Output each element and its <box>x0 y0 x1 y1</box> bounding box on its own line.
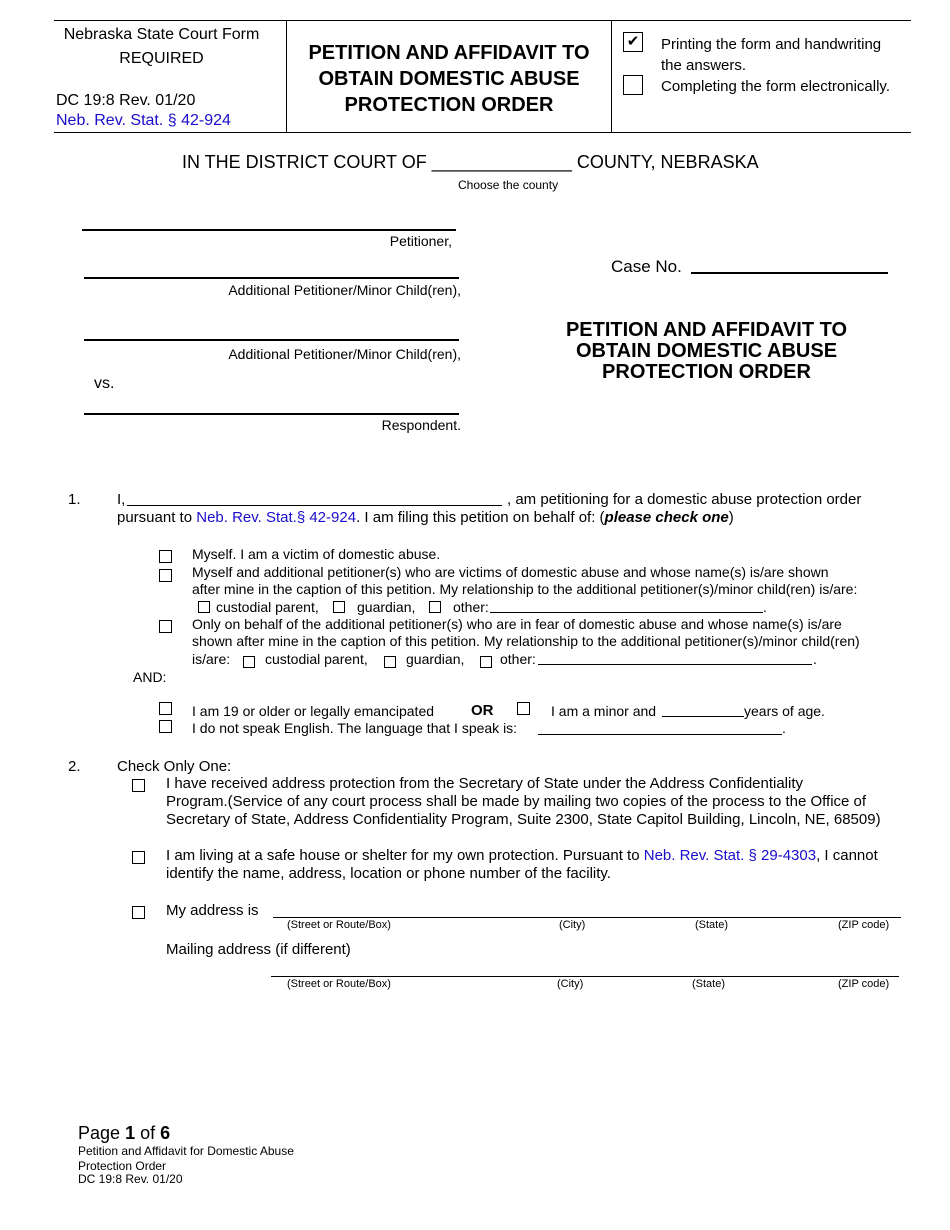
header-title-line1: PETITION AND AFFIDAVIT TO <box>308 42 590 64</box>
header-title <box>290 40 608 118</box>
my-address-label: My address is <box>166 902 259 919</box>
minor-label: I am a minor and <box>551 703 657 719</box>
respondent-label: Respondent. <box>381 417 461 433</box>
section1-emphasis: please check one <box>604 509 729 526</box>
acp-line1: I have received address protection from the Secretary of State under the Address Confidentiality <box>166 775 804 792</box>
state-label: (State) <box>695 919 729 931</box>
opt-myself-checkbox[interactable] <box>159 550 172 563</box>
custodial-parent-label-2: custodial parent, <box>265 651 368 667</box>
caption-title-line3: PROTECTION ORDER <box>602 361 811 383</box>
shelter-statute-link[interactable]: Neb. Rev. Stat. § 29-4303 <box>643 847 817 864</box>
header-title-line2: OBTAIN DOMESTIC ABUSE <box>318 68 580 90</box>
street-label-2: (Street or Route/Box) <box>287 978 391 990</box>
opt-behalf-checkbox[interactable] <box>159 620 172 633</box>
guardian-checkbox-1[interactable] <box>333 601 345 613</box>
petitioner-label: Petitioner, <box>389 233 452 249</box>
header-top-border <box>54 20 911 21</box>
section1-number: 1. <box>68 491 81 508</box>
address-checkbox[interactable] <box>132 906 145 919</box>
section1-statute-link[interactable]: Neb. Rev. Stat.§ 42-924 <box>196 509 357 526</box>
print-option-label-1: Printing the form and handwriting <box>661 36 882 53</box>
opt-behalf-line1: Only on behalf of the additional petitioner(s) who are in fear of domestic abuse and whose name(s) is/are <box>192 616 842 632</box>
custodial-parent-label-1: custodial parent, <box>216 599 319 615</box>
minor-checkbox[interactable] <box>517 702 530 715</box>
mailing-label: Mailing address (if different) <box>166 941 351 958</box>
opt-myself-and-checkbox[interactable] <box>159 569 172 582</box>
guardian-checkbox-2[interactable] <box>384 656 396 668</box>
language-label: I do not speak English. The language that I speak is: <box>192 720 518 736</box>
state-label-2: (State) <box>692 978 726 990</box>
electronic-option-checkbox[interactable] <box>623 75 643 95</box>
section1-text-b-end: . I am filing this petition on behalf of: ( <box>356 509 605 526</box>
period-1: . <box>763 599 767 615</box>
city-label-2: (City) <box>557 978 584 990</box>
opt-behalf-line2: shown after mine in the caption of this petition. My relationship to the additional petitioner(s)/minor child(ren) <box>192 633 860 649</box>
other-label-1: other: <box>453 599 489 615</box>
footer-line1: Petition and Affidavit for Domestic Abuse <box>78 1144 294 1158</box>
page-number: 1 <box>125 1123 136 1143</box>
petitioner-line[interactable] <box>82 229 456 231</box>
section1-i-prefix: I, <box>117 491 126 508</box>
section1-text-b <box>117 509 734 527</box>
footer-line3: DC 19:8 Rev. 01/20 <box>78 1172 183 1186</box>
required-label: REQUIRED <box>119 50 204 67</box>
acp-line3: Secretary of State, Address Confidentiality Program, Suite 2300, State Capitol Building, Lincoln, NE, 68509) <box>166 811 881 828</box>
county-hint: Choose the county <box>458 178 559 192</box>
years-label: years of age. <box>744 703 825 719</box>
court-line <box>182 151 759 173</box>
shelter-line2: identify the name, address, location or phone number of the facility. <box>166 865 611 882</box>
header-title-line3: PROTECTION ORDER <box>344 94 554 116</box>
guardian-label-2: guardian, <box>406 651 465 667</box>
footer-line2: Protection Order <box>78 1159 167 1173</box>
court-suffix: COUNTY, NEBRASKA <box>576 152 759 172</box>
or-label: OR <box>471 702 494 719</box>
vs-label: vs. <box>94 375 115 392</box>
respondent-line[interactable] <box>84 413 459 415</box>
header-divider-1 <box>286 20 287 133</box>
header-bottom-border <box>54 132 911 133</box>
custodial-parent-checkbox-2[interactable] <box>243 656 255 668</box>
other-checkbox-1[interactable] <box>429 601 441 613</box>
section2-number: 2. <box>68 758 81 775</box>
statute-link[interactable]: Neb. Rev. Stat. § 42-924 <box>56 112 231 129</box>
print-option-label-2: the answers. <box>661 57 747 74</box>
caption-title <box>534 320 879 383</box>
additional-petitioner-line-2[interactable] <box>84 339 459 341</box>
isare-label: is/are: <box>192 651 231 667</box>
language-field[interactable] <box>538 734 782 735</box>
page-total: 6 <box>160 1123 171 1143</box>
city-label: (City) <box>559 919 586 931</box>
case-no-label: Case No. <box>611 257 682 276</box>
address-field[interactable] <box>273 917 901 918</box>
county-field[interactable]: ______________ <box>431 152 572 172</box>
period-2: . <box>813 651 817 667</box>
section2-heading: Check Only One: <box>117 758 232 775</box>
period-3: . <box>782 720 786 736</box>
opt-myself-and-line2: after mine in the caption of this petition. My relationship to the additional petitioner(s)/minor child(ren) is/are: <box>192 581 858 597</box>
petitioner-name-field[interactable] <box>127 505 502 506</box>
of-word: of <box>140 1123 156 1143</box>
electronic-option-label: Completing the form electronically. <box>661 78 890 95</box>
age-field[interactable] <box>662 716 744 717</box>
shelter-text-end: , I cannot <box>816 847 878 864</box>
language-checkbox[interactable] <box>159 720 172 733</box>
header-divider-2 <box>611 20 612 133</box>
section1-close-paren: ) <box>728 509 734 526</box>
zip-label: (ZIP code) <box>838 919 890 931</box>
section1-text-b-start: pursuant to <box>117 509 193 526</box>
section1-text-a: , am petitioning for a domestic abuse protection order <box>507 491 862 508</box>
opt-myself-label: Myself. I am a victim of domestic abuse. <box>192 546 441 562</box>
additional-petitioner-line-1[interactable] <box>84 277 459 279</box>
caption-title-line2: OBTAIN DOMESTIC ABUSE <box>575 340 838 362</box>
age19-label: I am 19 or older or legally emancipated <box>192 703 435 719</box>
page-word: Page <box>78 1123 121 1143</box>
form-name: Nebraska State Court Form <box>63 26 260 43</box>
shelter-checkbox[interactable] <box>132 851 145 864</box>
other-field-1[interactable] <box>490 612 763 613</box>
page-indicator <box>78 1123 170 1143</box>
court-prefix: IN THE DISTRICT COURT OF <box>182 152 427 172</box>
additional-petitioner-label-1: Additional Petitioner/Minor Child(ren), <box>228 282 461 298</box>
street-label: (Street or Route/Box) <box>287 919 391 931</box>
shelter-text-start: I am living at a safe house or shelter for my own protection. Pursuant to <box>166 847 640 864</box>
shelter-line1 <box>166 847 878 865</box>
guardian-label-1: guardian, <box>357 599 416 615</box>
additional-petitioner-label-2: Additional Petitioner/Minor Child(ren), <box>228 346 461 362</box>
age19-checkbox[interactable] <box>159 702 172 715</box>
custodial-parent-checkbox-1[interactable] <box>198 601 210 613</box>
zip-label-2: (ZIP code) <box>838 978 890 990</box>
other-checkbox-2[interactable] <box>480 656 492 668</box>
acp-line2: Program.(Service of any court process shall be made by mailing two copies of the process to the Office of <box>166 793 867 810</box>
caption-title-line1: PETITION AND AFFIDAVIT TO <box>565 319 848 341</box>
case-no-field[interactable] <box>691 272 888 274</box>
print-option-checkbox[interactable]: ✔ <box>623 32 643 52</box>
mailing-address-field[interactable] <box>271 976 899 977</box>
and-label: AND: <box>133 669 167 685</box>
other-field-2[interactable] <box>538 664 812 665</box>
other-label-2: other: <box>500 651 536 667</box>
opt-myself-and-line1: Myself and additional petitioner(s) who are victims of domestic abuse and whose name(s) is/are shown <box>192 564 829 580</box>
form-number: DC 19:8 Rev. 01/20 <box>56 92 196 109</box>
acp-checkbox[interactable] <box>132 779 145 792</box>
